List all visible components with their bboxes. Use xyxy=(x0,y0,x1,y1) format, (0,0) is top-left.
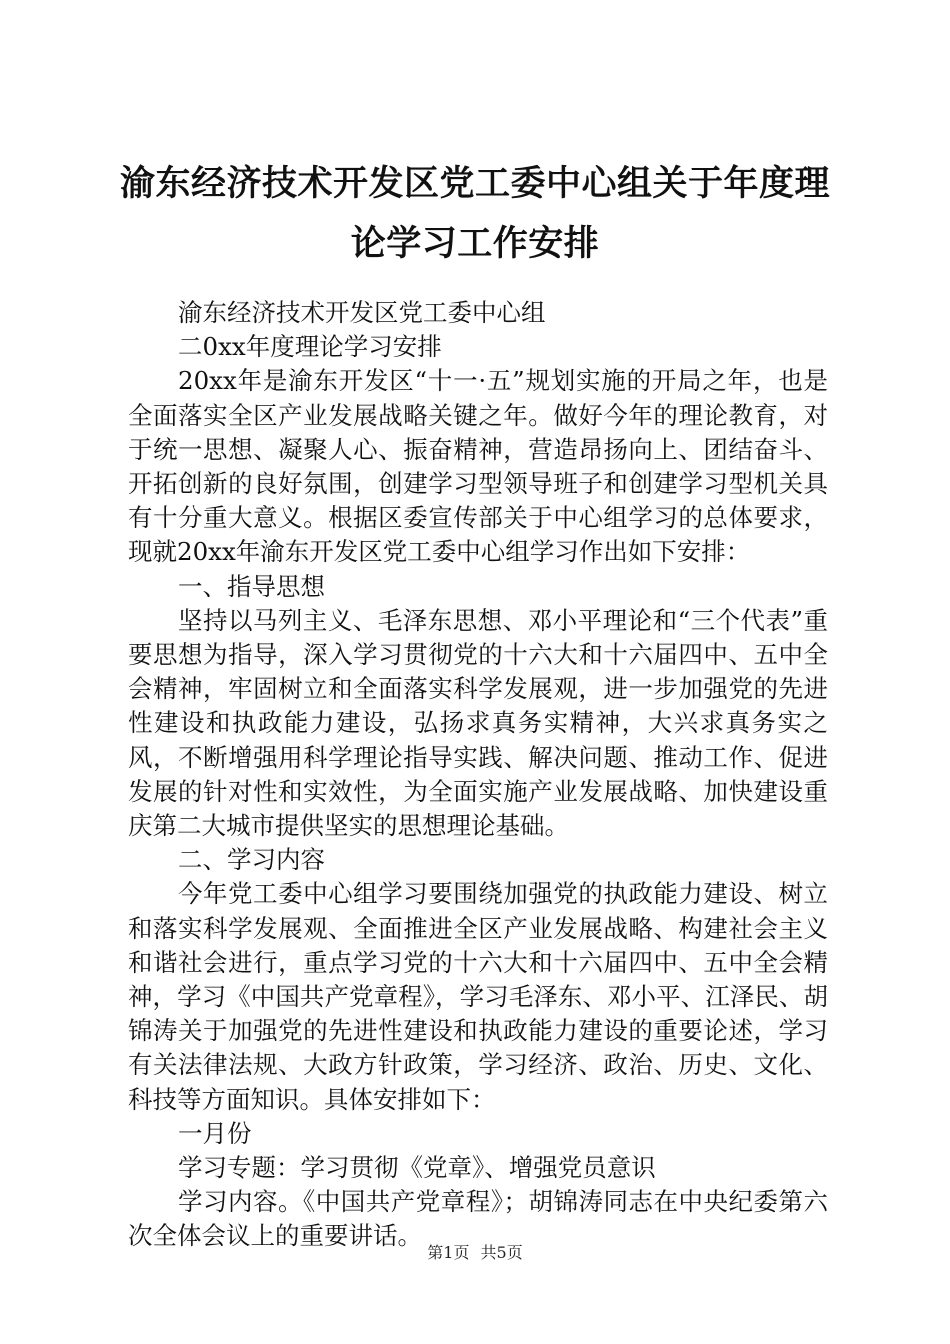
document-title-line-2: 论学习工作安排 xyxy=(350,224,600,264)
paragraph-study-materials: 学习内容。《中国共产党章程》；胡锦涛同志在中央纪委第六次全体会议上的重要讲话。 xyxy=(128,1187,828,1251)
paragraph-guiding-thought: 坚持以马列主义、毛泽东思想、邓小平理论和“三个代表”重要思想为指导，深入学习贯彻党的十六大和十六届四中、五中全会精神，牢固树立和全面落实科学发展观，进一步加强党的先进性建设和执政能力建设，弘扬求真务实精神，大兴求真务实之风，不断增强用科学理论指导实践、解决问题、推动工作、促进发展的针对性和实效性，为全面实施产业发展战略、加快建设重庆第二大城市提供坚实的思想理论基础。 xyxy=(128,605,828,841)
paragraph-study-topic: 学习专题：学习贯彻《党章》、增强党员意识 xyxy=(178,1153,656,1183)
page-footer xyxy=(0,1242,950,1264)
paragraph-study-content: 今年党工委中心组学习要围绕加强党的执政能力建设、树立和落实科学发展观、全面推进全区产业发展战略、构建社会主义和谐社会进行，重点学习党的十六大和十六届四中、五中全会精神，学习《中国共产党章程》，学习毛泽东、邓小平、江泽民、胡锦涛关于加强党的先进性建设和执政能力建设的重要论述，学习有关法律法规、大政方针政策，学习经济、政治、历史、文化、科技等方面知识。具体安排如下： xyxy=(128,879,828,1114)
page-number: 第1页 xyxy=(427,1243,470,1262)
section-heading-guiding-thought: 一、指导思想 xyxy=(178,571,325,601)
month-heading-january: 一月份 xyxy=(178,1118,252,1148)
paragraph-intro: 20xx年是渝东开发区“十一·五”规划实施的开局之年，也是全面落实全区产业发展战略关键之年。做好今年的理论教育，对于统一思想、凝聚人心、振奋精神，营造昂扬向上、团结奋斗、开拓创新的良好氛围，创建学习型领导班子和创建学习型机关具有十分重大意义。根据区委宣传部关于中心组学习的总体要求，现就20xx年渝东开发区党工委中心组学习作出如下安排： xyxy=(128,366,828,567)
paragraph-issuer: 渝东经济技术开发区党工委中心组 xyxy=(178,298,546,327)
paragraph-subtitle: 二0xx年度理论学习安排 xyxy=(178,332,442,362)
document-title-line-1: 渝东经济技术开发区党工委中心组关于年度理 xyxy=(119,164,830,204)
page-total: 共5页 xyxy=(480,1243,523,1262)
section-heading-study-content: 二、学习内容 xyxy=(178,845,325,875)
document-body xyxy=(128,296,828,1254)
